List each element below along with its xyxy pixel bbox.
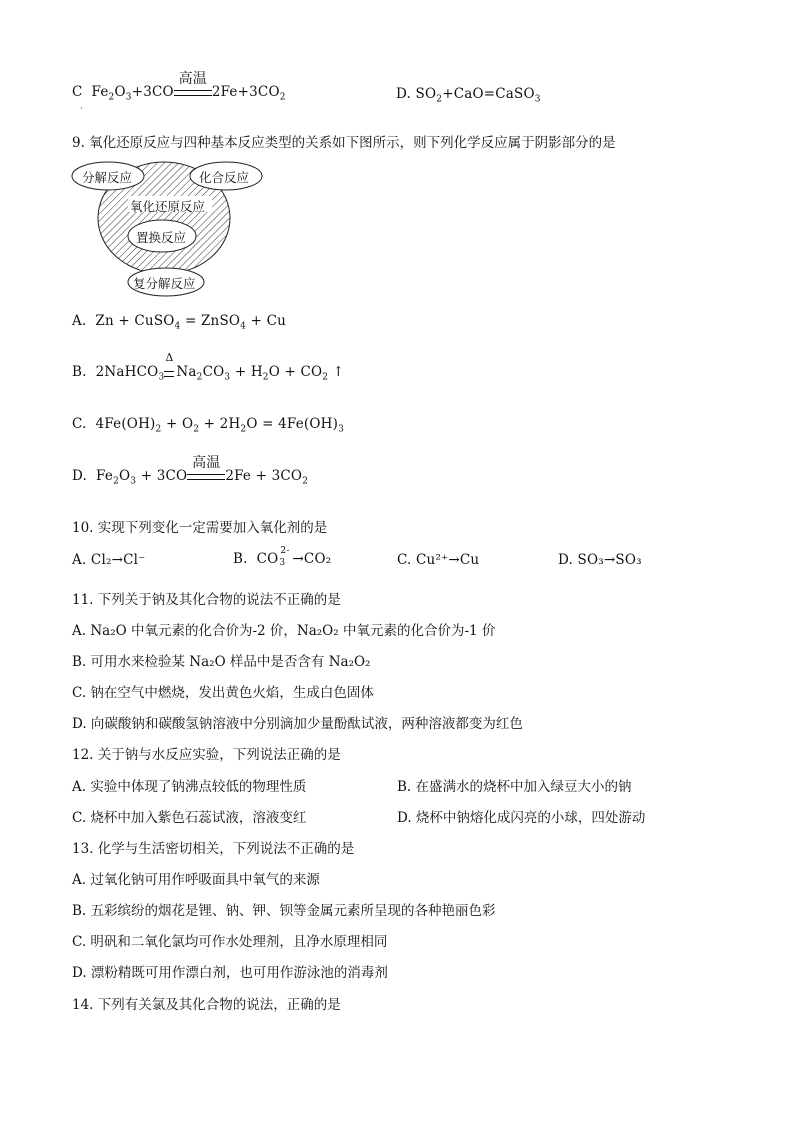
q9-stem: 9. 氧化还原反应与四种基本反应类型的关系如下图所示，则下列化学反应属于阴影部分的是 bbox=[72, 135, 616, 151]
q13-option-a: A. 过氧化钠可用作呼吸面具中氧气的来源 bbox=[72, 872, 320, 888]
q13-option-c: C. 明矾和二氧化氯均可作水处理剂，且净水原理相同 bbox=[72, 934, 388, 950]
q11-option-b: B. 可用水来检验某 Na₂O 样品中是否含有 Na₂O₂ bbox=[72, 654, 371, 670]
q11-option-a: A. Na₂O 中氧元素的化合价为-2 价，Na₂O₂ 中氧元素的化合价为-1 价 bbox=[72, 623, 496, 639]
q11-stem: 11. 下列关于钠及其化合物的说法不正确的是 bbox=[72, 592, 341, 608]
q10-option-b: B. CO 2- 3 →CO₂ bbox=[233, 545, 332, 568]
q8-option-c-condition: 高温 bbox=[174, 84, 212, 100]
q8-option-d: D. $SO_2+CaO=CaSO_3$ bbox=[396, 86, 541, 105]
q9-option-d-condition: 高温 bbox=[187, 468, 225, 484]
venn-label-decomposition: 分解反应 bbox=[82, 170, 133, 185]
heat-condition: Δ bbox=[164, 365, 176, 381]
q12-option-a: A. 实验中体现了钠沸点较低的物理性质 bbox=[72, 779, 307, 795]
q10-stem: 10. 实现下列变化一定需要加入氧化剂的是 bbox=[72, 520, 328, 536]
q9-option-b: B. 2NaHCO$_3$ Δ $Na_2CO_3 + H_2O + CO_2$ ↑ bbox=[72, 350, 345, 383]
q12-option-c: C. 烧杯中加入紫色石蕊试液，溶液变红 bbox=[72, 810, 307, 826]
q13-option-b: B. 五彩缤纷的烟花是锂、钠、钾、钡等金属元素所呈现的各种艳丽色彩 bbox=[72, 903, 496, 919]
q8-option-c-label: C bbox=[72, 84, 83, 100]
q8-option-c: C $Fe_2O_3+3CO$ 高温 $2Fe+3CO_2$ bbox=[72, 71, 286, 103]
q9-option-a: A. Zn + CuSO$_4$ = ZnSO$_4$ + Cu bbox=[72, 313, 287, 332]
venn-label-redox: 氧化还原反应 bbox=[130, 199, 206, 214]
gas-arrow-icon: ↑ bbox=[332, 364, 345, 380]
q12-stem: 12. 关于钠与水反应实验，下列说法正确的是 bbox=[72, 747, 341, 763]
q10-option-d: D. SO₃→SO₃ bbox=[558, 552, 642, 568]
q8-option-c-lhs: Fe bbox=[91, 84, 109, 100]
q11-option-c: C. 钠在空气中燃烧，发出黄色火焰，生成白色固体 bbox=[72, 685, 374, 701]
q11-option-d: D. 向碳酸钠和碳酸氢钠溶液中分别滴加少量酚酞试液，两种溶液都变为红色 bbox=[72, 716, 523, 732]
venn-label-displacement: 置换反应 bbox=[136, 230, 187, 245]
q12-option-d: D. 烧杯中钠熔化成闪亮的小球，四处游动 bbox=[397, 810, 646, 826]
q13-option-d: D. 漂粉精既可用作漂白剂，也可用作游泳池的消毒剂 bbox=[72, 965, 388, 981]
venn-label-double-displacement: 复分解反应 bbox=[133, 276, 196, 291]
q10-option-c: C. Cu²⁺→Cu bbox=[397, 552, 480, 568]
q10-option-a: A. Cl₂→Cl⁻ bbox=[72, 552, 146, 568]
q14-stem: 14. 下列有关氯及其化合物的说法，正确的是 bbox=[72, 997, 341, 1013]
q9-option-d: D. $Fe_2O_3 + 3CO$ 高温 $2Fe + 3CO_2$ bbox=[72, 455, 309, 487]
q8-option-c-dot: · bbox=[80, 104, 83, 113]
venn-label-combination: 化合反应 bbox=[199, 170, 250, 185]
q9-option-c: C. $4Fe(OH)_2 + O_2 + 2H_2O = 4Fe(OH)_3$ bbox=[72, 416, 345, 435]
q12-option-b: B. 在盛满水的烧杯中加入绿豆大小的钠 bbox=[397, 779, 632, 795]
q13-stem: 13. 化学与生活密切相关，下列说法不正确的是 bbox=[72, 841, 355, 857]
